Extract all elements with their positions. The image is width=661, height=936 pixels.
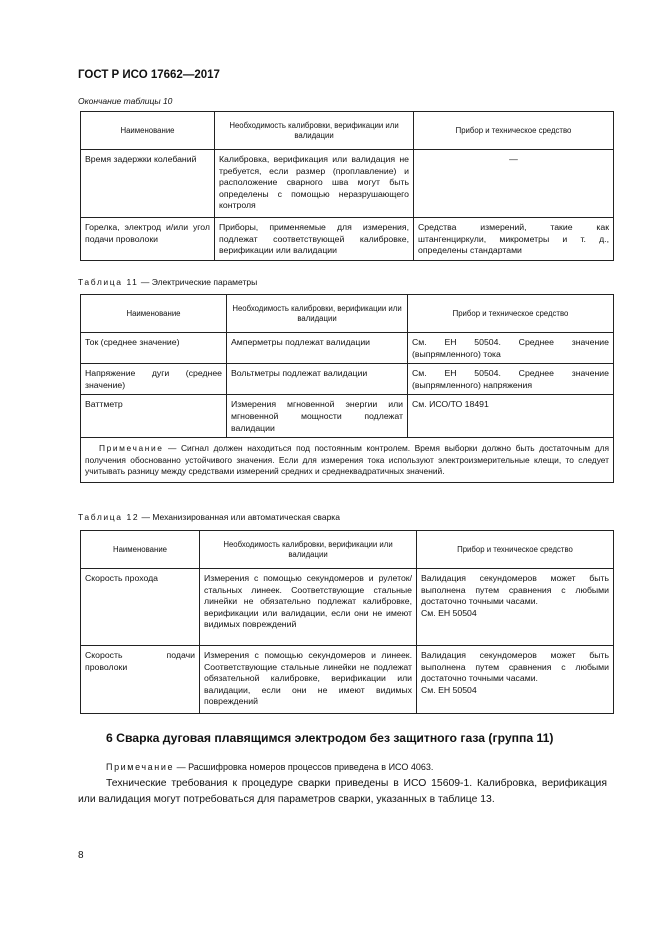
- cell-necessity: Калибровка, верификация или валидация не требуется, если размер (проплавление) и расположение сварного шва могут быть определены с помощью неразрушающего контроля: [215, 150, 414, 218]
- note-label: Примечание: [99, 443, 164, 454]
- table-header-row: [81, 531, 614, 569]
- col-header-instrument: Прибор и техническое средство: [414, 112, 614, 150]
- section-note: [106, 762, 433, 772]
- table-row: [81, 569, 614, 646]
- col-header-instrument: Прибор и техническое средство: [408, 295, 614, 333]
- table-row: [81, 218, 614, 261]
- col-header-name: Наименование: [81, 531, 200, 569]
- table11-caption-title: — Электрические параметры: [138, 277, 258, 287]
- cell-necessity: Измерения с помощью секундомеров и рулеток/стальных линеек. Соответствующие стальные линейки не обязательно подлежат калибровке, верификации или валидации, если они не имеют видимых повреждений: [200, 569, 417, 646]
- cell-name: Напряжение дуги (среднее значение): [81, 364, 227, 395]
- table11-note: [81, 438, 614, 482]
- document-header: ГОСТ Р ИСО 17662—2017: [78, 69, 220, 81]
- section-paragraph: Технические требования к процедуре сварки приведены в ИСО 15609-1. Калибровка, верификация или валидация могут потребоваться для параметров сварки, указанных в таблице 13.: [78, 778, 607, 805]
- table10-caption: Окончание таблицы 10: [78, 96, 173, 106]
- cell-instrument: См. ЕН 50504. Среднее значение (выпрямленного) напряжения: [408, 364, 614, 395]
- table12: [80, 530, 614, 714]
- table-header-row: [81, 112, 614, 150]
- table12-caption-title: — Механизированная или автоматическая сварка: [139, 512, 340, 522]
- col-header-necessity: Необходимость калибровки, верификации или валидации: [200, 531, 417, 569]
- table10: [80, 111, 614, 261]
- cell-name: Время задержки колебаний: [81, 150, 215, 218]
- cell-instrument: См. ИСО/ТО 18491: [408, 395, 614, 438]
- table12-caption: [78, 512, 340, 522]
- page-number: 8: [78, 850, 84, 861]
- table-row: [81, 395, 614, 438]
- table-header-row: [81, 295, 614, 333]
- cell-name: Ваттметр: [81, 395, 227, 438]
- cell-name: Скорость подачи проволоки: [81, 646, 200, 714]
- cell-instrument: Средства измерений, такие как штангенциркули, микрометры и т. д., определены стандартами: [414, 218, 614, 261]
- col-header-instrument: Прибор и техническое средство: [417, 531, 614, 569]
- cell-name: Ток (среднее значение): [81, 333, 227, 364]
- table-row: [81, 333, 614, 364]
- table11-caption-prefix: Таблица 11: [78, 277, 139, 287]
- cell-necessity: Вольтметры подлежат валидации: [227, 364, 408, 395]
- table-row: [81, 364, 614, 395]
- cell-necessity: Приборы, применяемые для измерения, подлежат соответствующей калибровке, верификации или валидации: [215, 218, 414, 261]
- section-heading: 6 Сварка дуговая плавящимся электродом без защитного газа (группа 11): [106, 731, 554, 745]
- cell-instrument: —: [414, 150, 614, 218]
- col-header-necessity: Необходимость калибровки, верификации или валидации: [215, 112, 414, 150]
- cell-necessity: Измерения мгновенной энергии или мгновенной мощности подлежат валидации: [227, 395, 408, 438]
- cell-instrument: См. ЕН 50504. Среднее значение (выпрямленного) тока: [408, 333, 614, 364]
- note-label: Примечание: [106, 762, 175, 772]
- table-note-row: [81, 438, 614, 482]
- table12-caption-prefix: Таблица 12: [78, 512, 140, 522]
- col-header-necessity: Необходимость калибровки, верификации или валидации: [227, 295, 408, 333]
- note-text: — Сигнал должен находиться под постоянным контролем. Время выборки должно быть достаточным для получения обоснованно устойчивого значения. Если для измерения тока используют электроизмерительные клещи, то следует учитывать разницу между средствами измерений средних и среднеквадратичных значений.: [85, 443, 609, 477]
- table11: [80, 294, 614, 483]
- cell-instrument: Валидация секундомеров может быть выполнена путем сравнения с любыми достаточно точными часами. См. ЕН 50504: [417, 646, 614, 714]
- table-row: [81, 150, 614, 218]
- table-row: [81, 646, 614, 714]
- col-header-name: Наименование: [81, 295, 227, 333]
- cell-name: Скорость прохода: [81, 569, 200, 646]
- cell-instrument: Валидация секундомеров может быть выполнена путем сравнения с любыми достаточно точными часами. См. ЕН 50504: [417, 569, 614, 646]
- col-header-name: Наименование: [81, 112, 215, 150]
- table11-caption: [78, 277, 257, 287]
- note-text: — Расшифровка номеров процессов приведена в ИСО 4063.: [174, 762, 434, 772]
- cell-necessity: Амперметры подлежат валидации: [227, 333, 408, 364]
- cell-necessity: Измерения с помощью секундомеров и линеек. Соответствующие стальные линейки не подлежат обязательной калибровке, верификации или валидации, если они не имеют видимых повреждений: [200, 646, 417, 714]
- cell-name: Горелка, электрод и/или угол подачи проволоки: [81, 218, 215, 261]
